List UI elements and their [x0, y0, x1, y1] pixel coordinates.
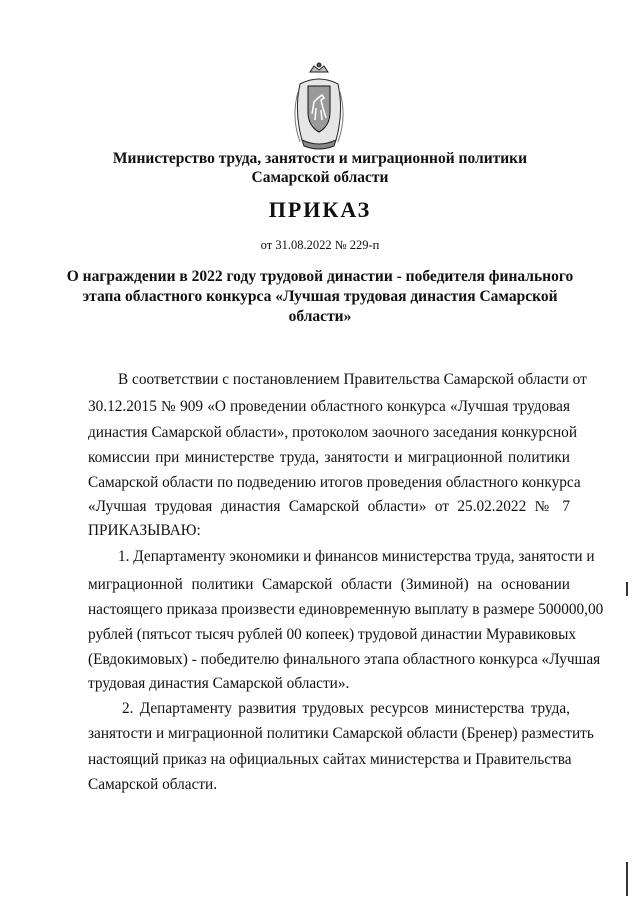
order-date-number: от 31.08.2022 № 229-п: [260, 238, 380, 252]
item-1-text-line: рублей (пятьсот тысяч рублей 00 копеек) трудовой династии Муравиковых: [88, 626, 577, 643]
item-2-text-line: 2. Департаменту развития трудовых ресурсов министерства труда,: [122, 700, 570, 717]
body-text-line: династия Самарской области», протоколом заочного заседания конкурсной: [88, 424, 578, 441]
document-title: ПРИКАЗ: [268, 197, 372, 222]
order-directive: ПРИКАЗЫВАЮ:: [88, 522, 201, 539]
ministry-name-line-2: Самарской области: [251, 169, 389, 186]
item-1-text-line: миграционной политики Самарской области (Зиминой) на основании: [88, 576, 570, 593]
item-2-text-line: Самарской области.: [88, 776, 218, 793]
body-text-line: «Лучшая трудовая династия Самарской области» от 25.02.2022 № 7: [88, 498, 570, 515]
item-1-text-line: 1. Департаменту экономики и финансов министерства труда, занятости и: [118, 548, 595, 565]
order-subject-line-2: этапа областного конкурса «Лучшая трудовая династия Самарской: [82, 288, 558, 305]
order-subject-line-3: области»: [288, 308, 352, 325]
body-text-line: комиссии при министерстве труда, занятости и миграционной политики: [88, 449, 570, 466]
order-subject-line-1: О награждении в 2022 году трудовой династии - победителя финального: [66, 268, 574, 285]
item-1-text-line: трудовая династия Самарской области».: [88, 675, 350, 692]
body-text-line: В соответствии с постановлением Правительства Самарской области от: [118, 371, 587, 388]
scan-edge-mark: [626, 862, 628, 896]
body-text-line: 30.12.2015 № 909 «О проведении областного конкурса «Лучшая трудовая: [88, 398, 570, 415]
item-2-text-line: настоящий приказ на официальных сайтах министерства и Правительства: [88, 751, 572, 768]
item-1-text-line: (Евдокимовых) - победителю финального этапа областного конкурса «Лучшая: [88, 651, 601, 668]
ministry-name-line-1: Министерство труда, занятости и миграционной политики: [112, 150, 528, 167]
coat-of-arms-emblem: [288, 62, 350, 152]
item-2-text-line: занятости и миграционной политики Самарской области (Бренер) разместить: [88, 725, 594, 742]
body-text-line: Самарской области по подведению итогов проведения областного конкурса: [88, 474, 581, 491]
item-1-text-line: настоящего приказа произвести единовременную выплату в размере 500000,00: [88, 601, 604, 618]
scan-edge-mark: [626, 582, 628, 596]
